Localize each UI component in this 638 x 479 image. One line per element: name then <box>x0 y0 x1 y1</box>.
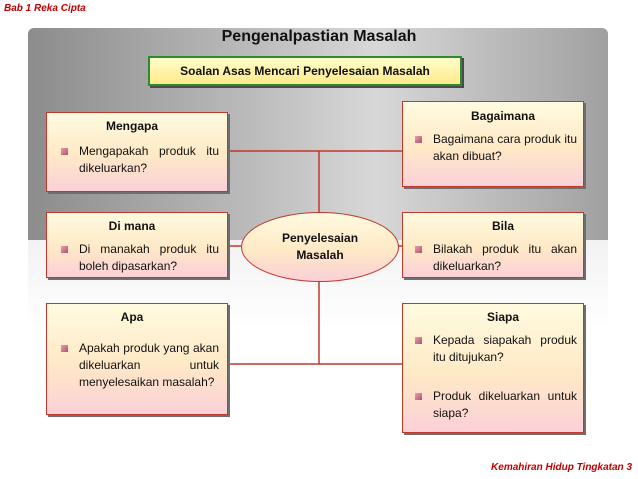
bullet-square-icon <box>61 246 68 253</box>
center-line-2: Masalah <box>296 248 344 262</box>
bullet-square-icon <box>415 393 422 400</box>
bullet-text: Bagaimana cara produk itu akan dibuat? <box>433 132 577 163</box>
bullet-text: Produk dikeluarkan untuk siapa? <box>433 389 577 420</box>
page-title: Pengenalpastian Masalah <box>221 28 417 45</box>
center-line-1: Penyelesaian <box>281 231 359 245</box>
bullet-text: Di manakah produk itu boleh dipasarkan? <box>79 242 219 273</box>
box-siapa <box>402 303 584 433</box>
box-mengapa <box>46 112 228 192</box>
box-bagaimana <box>402 101 584 187</box>
box-dimana <box>46 212 228 278</box>
box-bila-title: Bila <box>491 219 514 233</box>
bullet-text: Mengapakah produk itu dikeluarkan? <box>79 144 219 175</box>
box-apa-title: Apa <box>120 310 144 324</box>
bullet-item <box>433 131 577 165</box>
bullet-square-icon <box>415 136 422 143</box>
bullet-item <box>79 143 219 177</box>
bullet-item <box>79 340 219 391</box>
bullet-item <box>79 241 219 275</box>
bullet-square-icon <box>61 345 68 352</box>
center-ellipse <box>241 212 399 282</box>
subtitle-box: Soalan Asas Mencari Penyelesaian Masalah <box>148 56 462 86</box>
bullet-text: Apakah produk yang akan dikeluarkan untuk menyelesaikan masalah? <box>79 341 219 389</box>
box-mengapa-title: Mengapa <box>105 119 158 133</box>
bullet-item <box>433 332 577 366</box>
bullet-square-icon <box>415 246 422 253</box>
box-bagaimana-title: Bagaimana <box>470 109 536 123</box>
bullet-item <box>433 388 577 422</box>
footer-label: Kemahiran Hidup Tingkatan 3 <box>491 462 632 473</box>
bullet-item <box>433 241 577 275</box>
box-bila <box>402 212 584 278</box>
bullet-text: Kepada siapakah produk itu ditujukan? <box>433 333 577 364</box>
box-siapa-title: Siapa <box>486 310 519 324</box>
chapter-label: Bab 1 Reka Cipta <box>4 3 86 14</box>
bullet-square-icon <box>415 337 422 344</box>
bullet-text: Bilakah produk itu akan dikeluarkan? <box>433 242 577 273</box>
box-dimana-title: Di mana <box>108 219 156 233</box>
bullet-square-icon <box>61 148 68 155</box>
box-apa <box>46 303 228 415</box>
